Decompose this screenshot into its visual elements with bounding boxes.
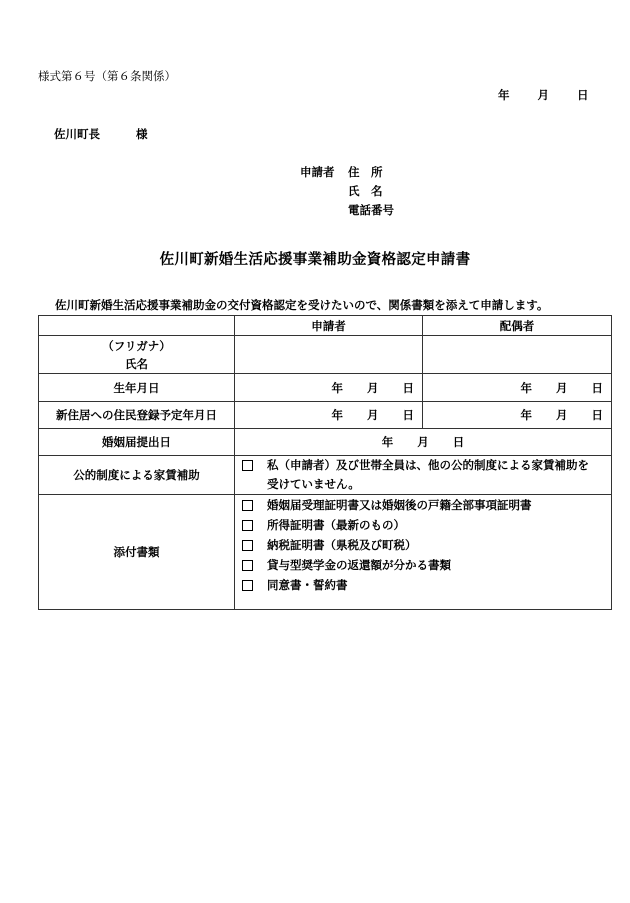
attachment-item[interactable] bbox=[235, 516, 611, 536]
application-table bbox=[38, 315, 612, 610]
header-blank bbox=[39, 316, 235, 336]
checkbox-icon[interactable] bbox=[242, 540, 253, 551]
attachment-item[interactable] bbox=[235, 576, 611, 596]
ymd-month: 月 bbox=[367, 380, 379, 395]
housing-subsidy-declaration bbox=[235, 456, 612, 495]
birthdate-row bbox=[39, 374, 612, 402]
ymd-month: 月 bbox=[556, 408, 568, 422]
attachments-label: 添付書類 bbox=[39, 495, 235, 610]
name-label-text: 氏名 bbox=[125, 356, 148, 371]
checkbox-icon[interactable] bbox=[242, 560, 253, 571]
checkbox-icon[interactable] bbox=[242, 500, 253, 511]
attachment-label: 所得証明書（最新のもの） bbox=[267, 518, 405, 532]
birthdate-label: 生年月日 bbox=[39, 374, 235, 402]
housing-declaration-item[interactable] bbox=[235, 456, 611, 494]
applicant-label: 申請者 bbox=[300, 165, 335, 179]
date-month: 月 bbox=[537, 88, 549, 102]
applicant-birthdate-field[interactable] bbox=[235, 374, 423, 402]
ymd-day: 日 bbox=[402, 408, 414, 422]
attachments-row bbox=[39, 495, 612, 610]
date-year: 年 bbox=[498, 88, 510, 102]
phone-label: 電話番号 bbox=[348, 203, 394, 217]
ymd-day: 日 bbox=[591, 408, 603, 422]
ymd-month: 月 bbox=[417, 435, 429, 449]
attachment-label: 同意書・誓約書 bbox=[267, 578, 348, 592]
attachment-label: 納税証明書（県税及び町税） bbox=[267, 538, 417, 552]
housing-subsidy-row bbox=[39, 456, 612, 495]
housing-text-line2: 受けていません。 bbox=[267, 477, 360, 491]
residence-date-label: 新住居への住民登録予定年月日 bbox=[39, 402, 235, 429]
spouse-residence-date-field[interactable] bbox=[423, 402, 612, 429]
attachment-label: 貸与型奨学金の返還額が分かる書類 bbox=[267, 558, 451, 572]
applicant-residence-date-field[interactable] bbox=[235, 402, 423, 429]
ymd-year: 年 bbox=[331, 408, 343, 422]
checkbox-icon[interactable] bbox=[242, 520, 253, 531]
applicant-info-block bbox=[300, 163, 394, 220]
attachment-item[interactable] bbox=[235, 496, 611, 516]
addressee-honorific: 様 bbox=[136, 127, 148, 141]
table-header-row bbox=[39, 316, 612, 336]
name-label: 氏 名 bbox=[348, 184, 383, 198]
furigana-label: （フリガナ） bbox=[102, 338, 171, 353]
applicant-name-field[interactable] bbox=[235, 336, 423, 374]
residence-date-row bbox=[39, 402, 612, 429]
marriage-date-label: 婚姻届提出日 bbox=[39, 429, 235, 456]
marriage-date-row bbox=[39, 429, 612, 456]
attachments-list bbox=[235, 495, 612, 610]
housing-text-line1: 私（申請者）及び世帯全員は、他の公的制度による家賃補助を bbox=[267, 458, 589, 472]
name-row bbox=[39, 336, 612, 374]
spouse-name-field[interactable] bbox=[423, 336, 612, 374]
ymd-year: 年 bbox=[331, 380, 343, 395]
addressee-name: 佐川町長 bbox=[54, 127, 100, 141]
checkbox-icon[interactable] bbox=[242, 460, 253, 471]
ymd-day: 日 bbox=[591, 380, 603, 395]
ymd-month: 月 bbox=[367, 408, 379, 422]
ymd-year: 年 bbox=[520, 380, 532, 395]
name-label-cell bbox=[39, 336, 235, 374]
housing-subsidy-label: 公的制度による家賃補助 bbox=[39, 456, 235, 495]
marriage-date-field[interactable] bbox=[235, 429, 612, 456]
document-title: 佐川町新婚生活応援事業補助金資格認定申請書 bbox=[159, 252, 471, 268]
date-day: 日 bbox=[577, 88, 589, 102]
intro-statement: 佐川町新婚生活応援事業補助金の交付資格認定を受けたいので、関係書類を添えて申請します。 bbox=[55, 298, 549, 312]
application-date bbox=[498, 87, 589, 103]
ymd-day: 日 bbox=[402, 380, 414, 395]
spouse-birthdate-field[interactable] bbox=[423, 374, 612, 402]
header-applicant: 申請者 bbox=[235, 316, 423, 336]
address-label: 住 所 bbox=[348, 165, 383, 179]
attachment-item[interactable] bbox=[235, 536, 611, 556]
ymd-day: 日 bbox=[452, 435, 465, 449]
ymd-year: 年 bbox=[520, 408, 532, 422]
attachment-label: 婚姻届受理証明書又は婚姻後の戸籍全部事項証明書 bbox=[267, 498, 532, 512]
ymd-year: 年 bbox=[381, 435, 394, 449]
form-number: 様式第６号（第６条関係） bbox=[38, 69, 176, 83]
attachment-item[interactable] bbox=[235, 556, 611, 576]
header-spouse: 配偶者 bbox=[423, 316, 612, 336]
addressee bbox=[54, 126, 148, 142]
checkbox-icon[interactable] bbox=[242, 580, 253, 591]
ymd-month: 月 bbox=[556, 380, 568, 395]
